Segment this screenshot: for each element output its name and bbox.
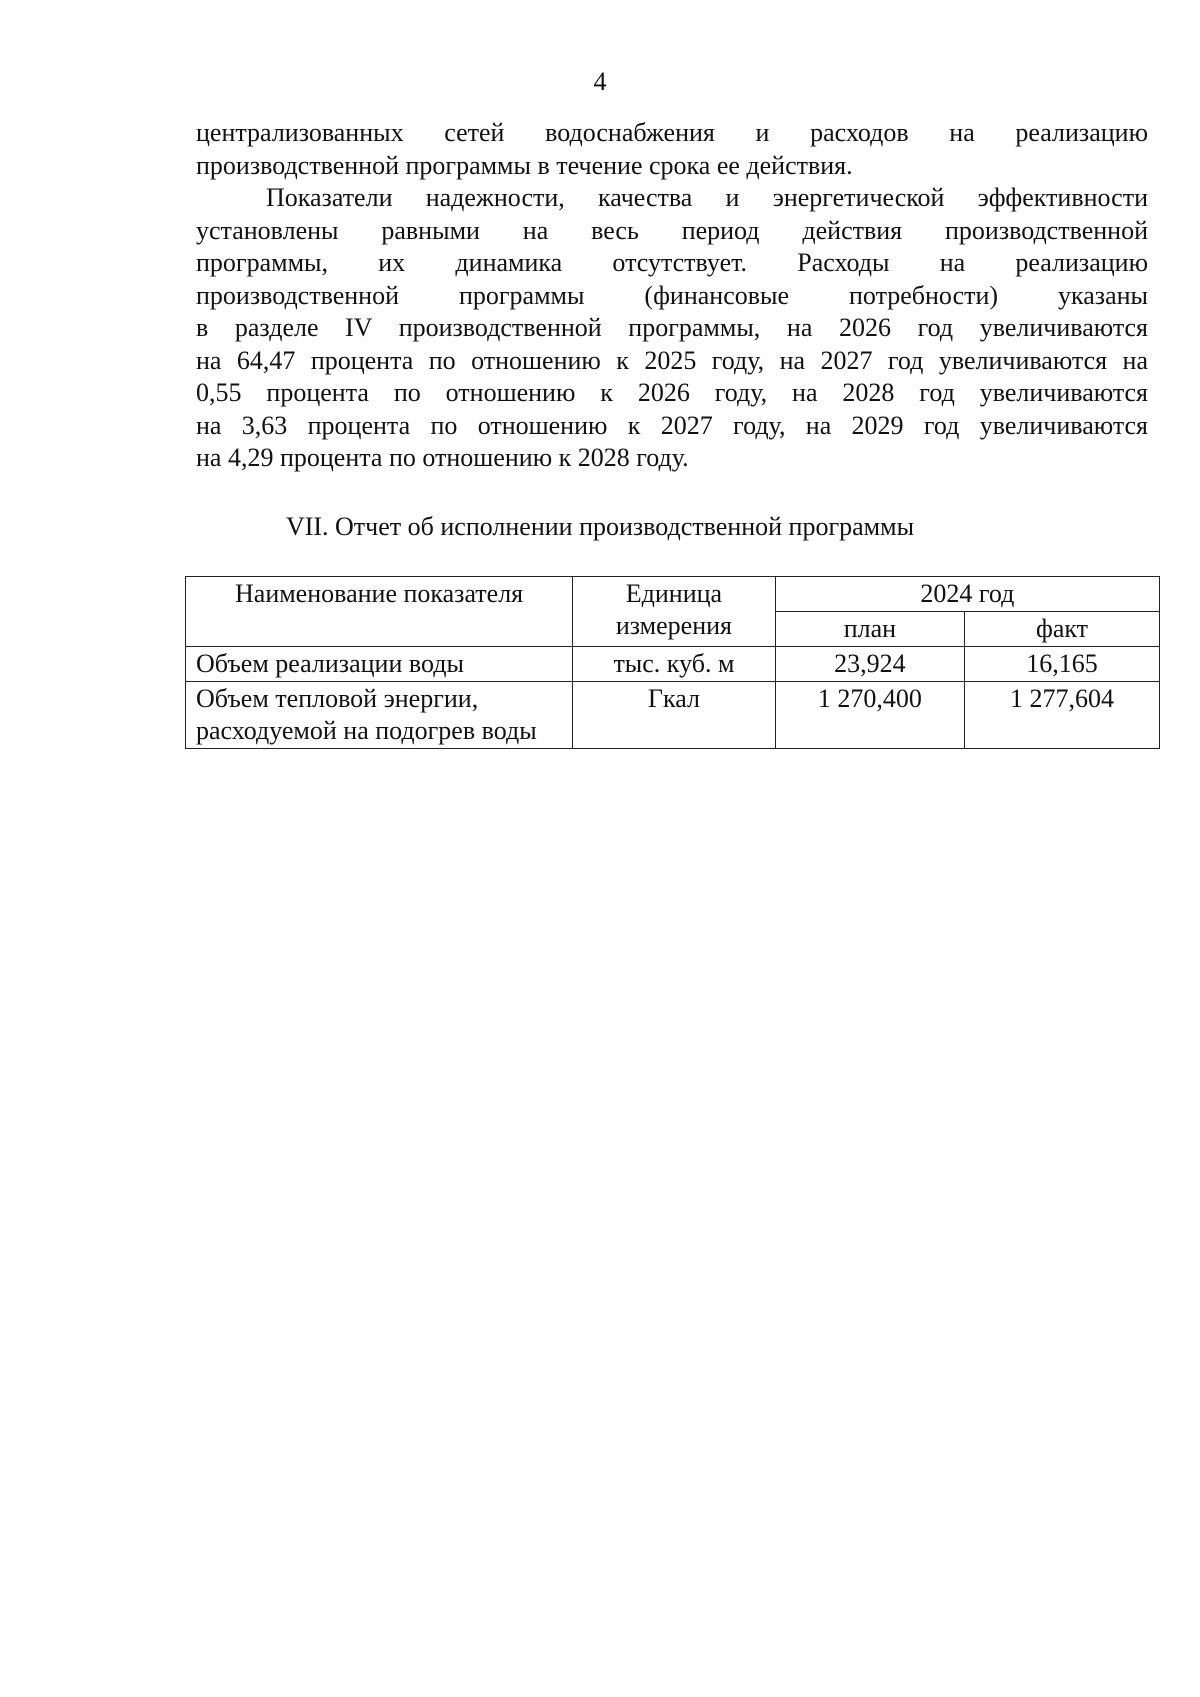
paragraph-line: централизованных сетей водоснабжения и расходов на реализацию <box>196 118 1148 147</box>
header-year: 2024 год <box>775 577 1159 612</box>
header-indicator-name-text: Наименование показателя <box>235 579 524 608</box>
row-indicator-name <box>186 682 573 749</box>
paragraph-line: установлены равными на весь период действия производственной <box>196 215 1148 245</box>
paragraph-line: производственной программы (финансовые потребности) указаны <box>196 280 1148 310</box>
row-unit: Гкал <box>573 682 776 749</box>
header-unit-line2: измерения <box>615 611 732 640</box>
header-unit-line1: Единица <box>625 579 723 608</box>
report-table <box>185 576 1160 749</box>
page-number: 4 <box>593 67 607 96</box>
row-plan-value: 23,924 <box>775 647 964 682</box>
row-plan-value: 1 270,400 <box>775 682 964 749</box>
table-row <box>186 647 1160 682</box>
header-fact: факт <box>965 612 1160 647</box>
row-indicator-name-line1: Объем реализации воды <box>196 649 464 678</box>
paragraph-line: на 4,29 процента по отношению к 2028 году. <box>196 443 689 472</box>
row-fact-value: 1 277,604 <box>965 682 1160 749</box>
row-indicator-name-line2: расходуемой на подогрев воды <box>196 716 537 745</box>
paragraph-line: программы, их динамика отсутствует. Расходы на реализацию <box>196 248 1148 277</box>
row-fact-value: 16,165 <box>965 647 1160 682</box>
paragraph-indicators <box>196 182 1148 475</box>
paragraph-line: в разделе IV производственной программы, на 2026 год увеличиваются <box>196 313 1148 342</box>
paragraph-line: на 64,47 процента по отношению к 2025 году, на 2027 год увеличиваются на <box>196 345 1148 375</box>
table-header-row <box>186 577 1160 612</box>
header-plan: план <box>775 612 964 647</box>
paragraph-line: Показатели надежности, качества и энергетической эффективности <box>266 183 1148 212</box>
row-indicator-name <box>186 647 573 682</box>
paragraph-line: производственной программы в течение срока ее действия. <box>196 150 853 180</box>
paragraph-line: 0,55 процента по отношению к 2026 году, на 2028 год увеличиваются <box>196 378 1148 407</box>
header-indicator-name <box>186 577 573 647</box>
paragraph-line: на 3,63 процента по отношению к 2027 году, на 2029 год увеличиваются <box>196 410 1148 440</box>
section-heading: VII. Отчет об исполнении производственной программы <box>285 512 915 541</box>
header-unit <box>573 577 776 647</box>
paragraph-continuation <box>196 117 1148 182</box>
row-indicator-name-line1: Объем тепловой энергии, <box>196 684 479 713</box>
table-row <box>186 682 1160 749</box>
row-unit: тыс. куб. м <box>573 647 776 682</box>
